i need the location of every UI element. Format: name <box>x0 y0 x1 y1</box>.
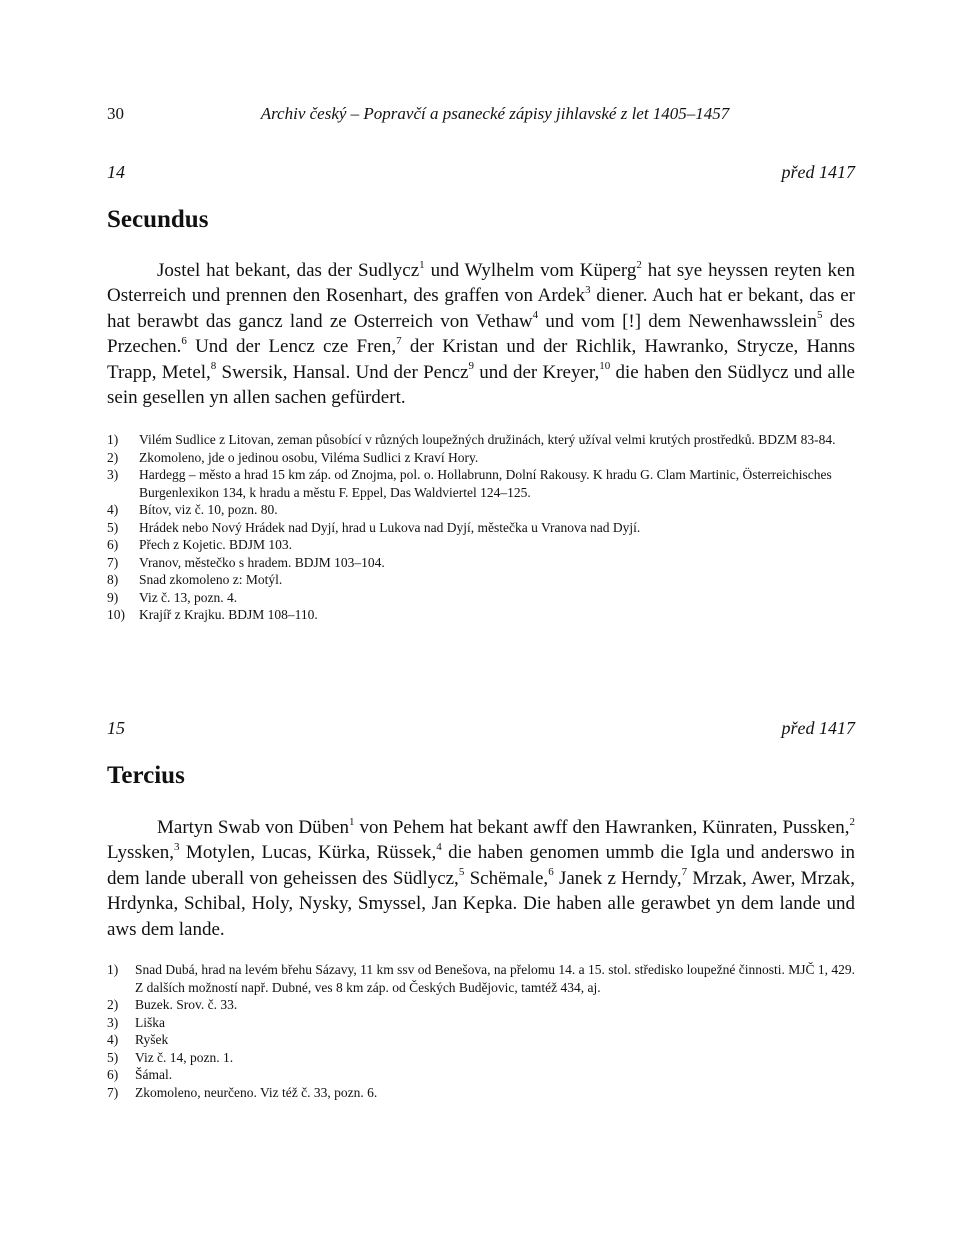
footnote-text: Přech z Kojetic. BDJM 103. <box>139 537 292 552</box>
footnote-text: Bítov, viz č. 10, pozn. 80. <box>139 502 278 517</box>
text-segment: Swersik, Hansal. Und der Pencz <box>216 361 469 383</box>
page-number: 30 <box>107 104 124 123</box>
entry-header <box>107 162 855 186</box>
footnote <box>107 431 855 449</box>
footnote-ref: 9 <box>468 360 474 373</box>
footnote <box>107 536 855 554</box>
entry-number: 15 <box>107 718 125 738</box>
footnote <box>107 1049 855 1067</box>
footnotes <box>107 961 855 1101</box>
footnote-mark: 10) <box>107 607 125 622</box>
footnotes <box>107 431 855 624</box>
entry-header <box>107 718 855 742</box>
running-title: Archiv český – Popravčí a psanecké zápisy jihlavské z let 1405–1457 <box>260 104 730 123</box>
footnote-text: Snad Dubá, hrad na levém břehu Sázavy, 11 km ssv od Benešova, na přelomu 14. a 15. stol. středisko loupežné činnosti. MJČ 1, 429. Z dalších možností např. Dubné, ves 8 km záp. od Českých Budějovic, tamtéž 434, aj. <box>135 962 856 995</box>
footnote <box>107 519 855 537</box>
footnote-text: Vranov, městečko s hradem. BDJM 103–104. <box>139 554 385 570</box>
footnote <box>107 606 855 624</box>
footnote-text: Zkomoleno, neurčeno. Viz též č. 33, pozn. 6. <box>135 1084 378 1100</box>
footnote-mark: 5) <box>107 519 119 535</box>
footnote-mark: 2) <box>107 997 119 1012</box>
footnote <box>107 1031 855 1049</box>
footnote <box>107 996 855 1014</box>
footnote <box>107 571 855 589</box>
footnote-ref: 7 <box>681 866 688 879</box>
footnote-mark: 4) <box>107 1032 119 1047</box>
entry-title: Secundus <box>107 206 209 233</box>
entry-text <box>107 258 855 410</box>
footnote-ref: 7 <box>396 334 402 347</box>
text-segment: und Wylhelm vom Küperg <box>424 260 637 281</box>
text-segment: Motylen, Lucas, Kürka, Rüssek, <box>179 842 437 864</box>
footnote-ref: 1 <box>419 258 425 271</box>
footnote-ref: 4 <box>436 841 442 854</box>
footnote-ref: 10 <box>599 360 611 373</box>
text-segment: Martyn Swab von Düben <box>157 817 350 838</box>
footnote-ref: 2 <box>636 258 642 271</box>
footnote-ref: 3 <box>585 284 591 297</box>
entry-number: 14 <box>107 162 125 182</box>
text-segment: und der Kreyer, <box>473 361 600 383</box>
text-segment: Lyssken, <box>107 842 175 864</box>
footnote-mark: 1) <box>107 432 119 447</box>
footnote-mark: 7) <box>107 554 119 570</box>
running-head <box>107 104 855 128</box>
text-segment: Mrzak, Awer, Mrzak, Hrdynka, Schibal, Holy, Nysky, Smyssel, Jan Kepka. Die haben alle gerawbet yn dem lande und aws dem lande. <box>107 867 856 940</box>
text-segment: die haben genomen ummb die Igla und anderswo in dem lande uberall von geheissen des Südlycz, <box>107 842 855 889</box>
footnote <box>107 501 855 519</box>
footnote <box>107 589 855 607</box>
footnote-ref: 5 <box>816 309 823 322</box>
text-segment: diener. Auch hat er bekant, das er hat berawbt das gancz land ze Osterreich von Vethaw <box>107 285 856 332</box>
footnote <box>107 1084 855 1102</box>
entry-title: Tercius <box>107 762 185 789</box>
footnote-ref: 4 <box>532 309 539 322</box>
footnote <box>107 1066 855 1084</box>
footnote-text: Viz č. 14, pozn. 1. <box>135 1049 234 1065</box>
footnote-text: Vilém Sudlice z Litovan, zeman působící v různých loupežných družinách, který užíval velmi krutých prostředků. BDZM 83-84. <box>139 432 836 447</box>
footnote-ref: 6 <box>181 334 187 347</box>
text-segment: Schëmale, <box>464 867 549 889</box>
entry-text <box>107 815 855 942</box>
footnote-text: Ryšek <box>135 1032 169 1047</box>
footnote-ref: 2 <box>849 815 855 828</box>
footnote-mark: 1) <box>107 962 119 977</box>
footnote-text: Hrádek nebo Nový Hrádek nad Dyjí, hrad u Lukova nad Dyjí, městečka u Vranova nad Dyjí. <box>139 519 641 535</box>
text-segment: Und der Lencz cze Fren, <box>186 336 397 358</box>
footnote-mark: 5) <box>107 1049 119 1065</box>
footnote <box>107 466 855 501</box>
text-segment: des Przechen. <box>107 310 856 358</box>
entry-date: před 1417 <box>781 162 855 182</box>
footnote-text: Šámal. <box>135 1067 173 1082</box>
footnote-mark: 6) <box>107 1067 119 1082</box>
footnote-mark: 4) <box>107 502 119 517</box>
text-segment: Janek z Herndy, <box>553 867 682 889</box>
footnote-ref: 5 <box>458 866 465 879</box>
footnote-mark: 7) <box>107 1084 119 1100</box>
footnote-text: Krajíř z Krajku. BDJM 108–110. <box>139 607 318 622</box>
footnote-text: Liška <box>135 1014 165 1030</box>
entry-date: před 1417 <box>781 718 855 738</box>
footnote-ref: 8 <box>210 360 217 373</box>
text-segment: der Kristan und der Richlik, Hawranko, Strycze, Hanns Trapp, Metel, <box>107 336 856 383</box>
text-segment: und vom [!] dem Newenhawsslein <box>538 310 817 332</box>
footnote-ref: 3 <box>174 841 180 854</box>
text-segment: Jostel hat bekant, das der Sudlycz <box>157 260 420 281</box>
footnote-mark: 2) <box>107 449 119 465</box>
footnote-text: Snad zkomoleno z: Motýl. <box>139 572 283 587</box>
footnote <box>107 1014 855 1032</box>
footnote-text: Buzek. Srov. č. 33. <box>135 997 238 1012</box>
text-segment: die haben den Südlycz und alle sein gesellen yn allen sachen gefürdert. <box>107 361 855 409</box>
footnote-mark: 6) <box>107 537 119 552</box>
footnote-text: Viz č. 13, pozn. 4. <box>139 589 238 605</box>
footnote-mark: 8) <box>107 572 119 587</box>
text-segment: von Pehem hat bekant awff den Hawranken, Künraten, Pussken, <box>354 817 850 838</box>
footnote-mark: 3) <box>107 1014 119 1030</box>
footnote-mark: 3) <box>107 467 119 482</box>
footnote <box>107 449 855 467</box>
footnote-mark: 9) <box>107 589 119 605</box>
text-segment: hat sye heyssen reyten ken Osterreich und prennen den Rosenhart, des graffen von Ardek <box>107 260 855 307</box>
footnote-ref: 1 <box>349 815 355 828</box>
footnote-text: Zkomoleno, jde o jedinou osobu, Viléma Sudlici z Kraví Hory. <box>139 449 479 465</box>
footnote-ref: 6 <box>548 866 554 879</box>
footnote <box>107 554 855 572</box>
footnote-text: Hardegg – město a hrad 15 km záp. od Znojma, pol. o. Hollabrunn, Dolní Rakousy. K hradu G. Clam Martinic, Österreichisches Burgenlexikon 134, k hradu a městu F. Eppel, Das Waldviertel 124–125. <box>139 467 832 500</box>
footnote <box>107 961 855 996</box>
